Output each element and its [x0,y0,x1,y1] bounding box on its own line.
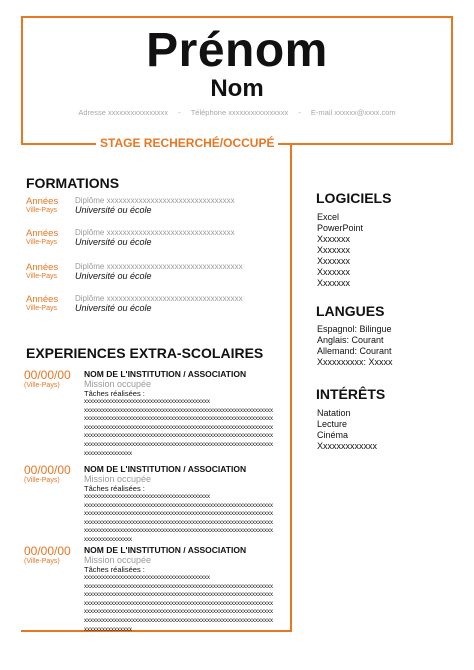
formation-year: Années [26,196,59,207]
interet-item: Cinéma [317,430,349,440]
interet-item: Natation [317,408,351,418]
experience-task-line: xxxxxxxxxxxxxxxxxxxxxxxxxxxxxxxxxxxxxxxxxxxxxxxxxxxxxxxxxxxxxxx [84,441,273,448]
formation-year: Années [26,294,59,305]
langues-list [317,324,393,368]
experience-mission: Mission occupée [84,474,152,484]
formation-place: Ville-Pays [26,273,57,280]
experience-task-line: xxxxxxxxxxxxxxxxxxxxxxxxxxxxxxxxxxxxxxxxxx [84,575,210,581]
logiciel-item: Xxxxxxx [317,245,351,255]
experience-date: 00/00/00 [24,368,71,382]
langue-item: Espagnol: Bilingue [317,324,392,334]
formation-school: Université ou école [75,271,152,281]
experience-task-line: xxxxxxxxxxxxxxxxxxxxxxxxxxxxxxxxxxxxxxxxxxxxxxxxxxxxxxxxxxxxxxx [84,502,273,509]
separator: - [298,108,301,117]
experience-task-line: xxxxxxxxxxxxxxxxxxxxxxxxxxxxxxxxxxxxxxxxxxxxxxxxxxxxxxxxxxxxxxx [84,528,273,535]
formation-item [26,294,58,312]
langues-title: LANGUES [316,303,385,319]
formation-diploma: Diplôme xxxxxxxxxxxxxxxxxxxxxxxxxxxxxxxx [75,196,235,205]
interet-item: Xxxxxxxxxxxxx [317,441,378,451]
first-name: Prénom [146,24,328,77]
last-name: Nom [210,75,264,102]
experience-task-line: xxxxxxxxxxxxxxxxxxxxxxxxxxxxxxxxxxxxxxxxxxxxxxxxxxxxxxxxxxxxxxx [84,583,273,590]
formation-details [75,262,243,281]
contact-line [0,108,474,117]
logiciel-item: Xxxxxxx [317,267,351,277]
interet-item: Lecture [317,419,348,429]
formation-diploma: Diplôme xxxxxxxxxxxxxxxxxxxxxxxxxxxxxxxxxx [75,262,243,271]
experience-mission: Mission occupée [84,379,152,389]
logiciels-title: LOGICIELS [316,190,392,206]
experience-date-block [24,463,71,484]
experience-task-line: xxxxxxxxxxxxxxxxxxxxxxxxxxxxxxxxxxxxxxxxxxxxxxxxxxxxxxxxxxxxxxx [84,407,273,414]
langue-item: Xxxxxxxxxx: Xxxxx [317,357,393,367]
experience-task-line: xxxxxxxxxxxxxxxxxxxxxxxxxxxxxxxxxxxxxxxxxxxxxxxxxxxxxxxxxxxxxxx [84,600,273,607]
experience-details [84,464,273,545]
experience-task-line: xxxxxxxxxxxxxxxx [84,626,132,633]
logiciel-item: Excel [317,212,340,222]
experience-task-line: xxxxxxxxxxxxxxxxxxxxxxxxxxxxxxxxxxxxxxxxxxxxxxxxxxxxxxxxxxxxxxx [84,424,273,431]
experience-institution: NOM DE L'INSTITUTION / ASSOCIATION [84,369,247,379]
experience-mission: Mission occupée [84,555,152,565]
formation-diploma: Diplôme xxxxxxxxxxxxxxxxxxxxxxxxxxxxxxxxxx [75,294,243,303]
experience-place: (Ville-Pays) [24,382,60,389]
formations-title: FORMATIONS [26,175,120,191]
langue-item: Allemand: Courant [317,346,392,356]
formation-year: Années [26,228,59,239]
experience-task-line: xxxxxxxxxxxxxxxxxxxxxxxxxxxxxxxxxxxxxxxxxxxxxxxxxxxxxxxxxxxxxxx [84,519,273,526]
langue-item: Anglais: Courant [317,335,384,345]
experience-tasks-label: Tâches réalisées : [84,389,145,398]
formation-details [75,294,243,313]
experience-place: (Ville-Pays) [24,558,60,565]
column-divider-line [290,143,292,631]
experience-task-line: xxxxxxxxxxxxxxxxxxxxxxxxxxxxxxxxxxxxxxxxxxxxxxxxxxxxxxxxxxxxxxx [84,592,273,599]
logiciels-list [317,212,363,289]
experience-date: 00/00/00 [24,463,71,477]
experience-tasks-label: Tâches réalisées : [84,565,145,574]
email: E-mail xxxxxx@xxxx.com [310,108,396,117]
interets-list [317,408,377,452]
logiciel-item: Xxxxxxx [317,234,351,244]
experience-task-line: xxxxxxxxxxxxxxxxxxxxxxxxxxxxxxxxxxxxxxxxxx [84,494,210,500]
phone: Téléphone xxxxxxxxxxxxxxxx [190,108,289,117]
experience-details [84,545,273,634]
experience-institution: NOM DE L'INSTITUTION / ASSOCIATION [84,545,247,555]
experience-task-line: xxxxxxxxxxxxxxxxxxxxxxxxxxxxxxxxxxxxxxxxxxxxxxxxxxxxxxxxxxxxxxx [84,416,273,423]
experience-date-block [24,368,71,389]
address: Adresse xxxxxxxxxxxxxxxx [78,108,168,117]
logiciel-item: Xxxxxxx [317,256,351,266]
formation-school: Université ou école [75,205,152,215]
experience-institution: NOM DE L'INSTITUTION / ASSOCIATION [84,464,247,474]
formation-place: Ville-Pays [26,305,57,312]
experience-date-block [24,544,71,565]
logiciel-item: PowerPoint [317,223,364,233]
experience-place: (Ville-Pays) [24,477,60,484]
formation-year: Années [26,262,59,273]
logiciel-item: Xxxxxxx [317,278,351,288]
interets-title: INTÉRÊTS [316,386,386,402]
formation-school: Université ou école [75,237,152,247]
experience-details [84,369,273,458]
experience-date: 00/00/00 [24,544,71,558]
formation-diploma: Diplôme xxxxxxxxxxxxxxxxxxxxxxxxxxxxxxxx [75,228,235,237]
formation-place: Ville-Pays [26,239,57,246]
experience-task-line: xxxxxxxxxxxxxxxxxxxxxxxxxxxxxxxxxxxxxxxxxxxxxxxxxxxxxxxxxxxxxxx [84,433,273,440]
formation-details [75,196,235,215]
experience-task-line: xxxxxxxxxxxxxxxx [84,450,132,457]
frame-top-line [21,16,453,18]
formation-item [26,262,58,280]
formation-details [75,228,235,247]
experience-task-line: xxxxxxxxxxxxxxxxxxxxxxxxxxxxxxxxxxxxxxxxxxxxxxxxxxxxxxxxxxxxxxx [84,511,273,518]
formation-place: Ville-Pays [26,207,57,214]
formation-item [26,228,58,246]
experience-task-line: xxxxxxxxxxxxxxxx [84,536,132,543]
formation-item [26,196,58,214]
formation-school: Université ou école [75,303,152,313]
stage-title: STAGE RECHERCHÉ/OCCUPÉ [96,136,278,150]
experience-task-line: xxxxxxxxxxxxxxxxxxxxxxxxxxxxxxxxxxxxxxxxxxxxxxxxxxxxxxxxxxxxxxx [84,617,273,624]
experience-tasks-label: Tâches réalisées : [84,484,145,493]
experience-task-line: xxxxxxxxxxxxxxxxxxxxxxxxxxxxxxxxxxxxxxxxxxxxxxxxxxxxxxxxxxxxxxx [84,609,273,616]
experience-task-line: xxxxxxxxxxxxxxxxxxxxxxxxxxxxxxxxxxxxxxxxxx [84,399,210,405]
frame-right-mid-line [290,143,453,145]
separator: - [178,108,181,117]
experiences-title: EXPERIENCES EXTRA-SCOLAIRES [26,345,264,361]
